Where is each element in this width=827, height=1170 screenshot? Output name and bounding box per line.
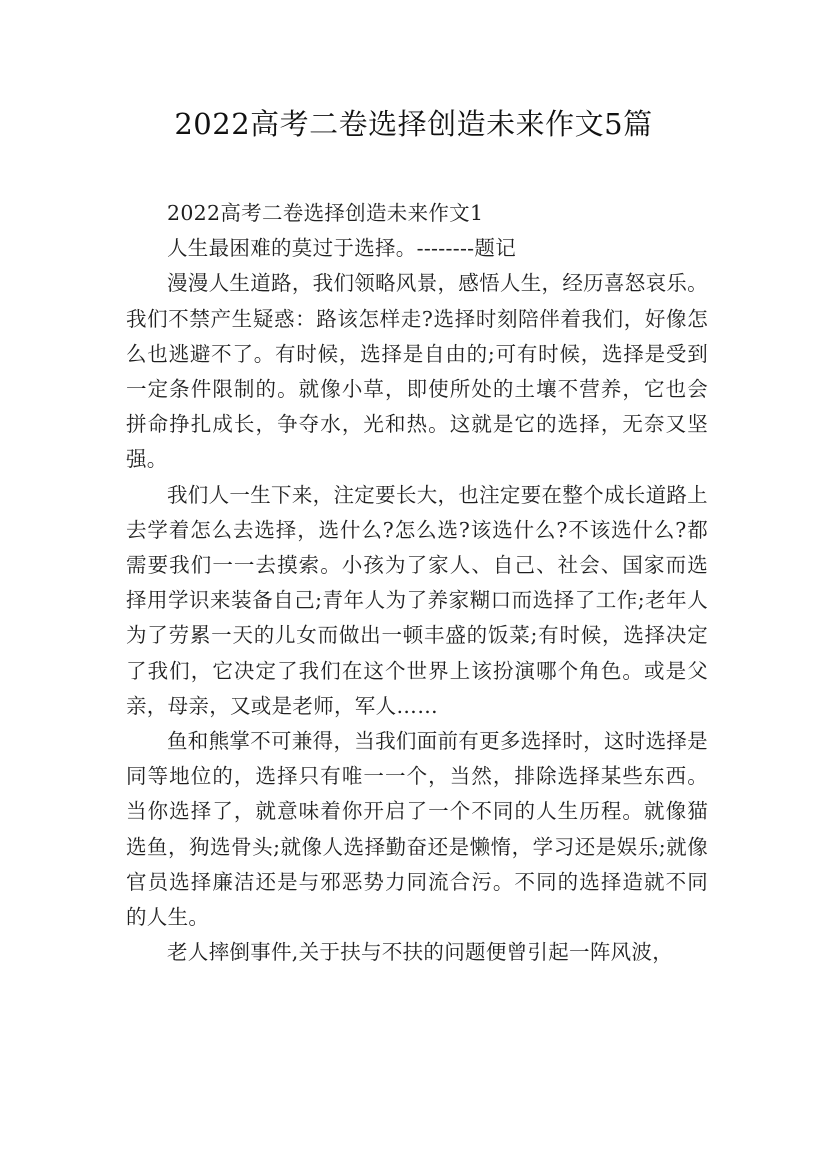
paragraph: 老人摔倒事件,关于扶与不扶的问题便曾引起一阵风波，: [167, 940, 674, 965]
paragraph: 漫漫人生道路，我们领略风景，感悟人生，经历喜怒哀乐。我们不禁产生疑惑：路该怎样走?选择时刻陪伴着我们，好像怎么也逃避不了。有时候，选择是自由的;可有时候，选择是受到一定条件限制的。就像小草，即使所处的土壤不营养，它也会拼命挣扎成长，争夺水，光和热。这就是它的选择，无奈又坚强。: [126, 271, 708, 472]
epigraph: 人生最困难的莫过于选择。--------题记: [167, 236, 517, 261]
essay-subtitle: 2022高考二卷选择创造未来作文1: [167, 201, 484, 225]
paragraph: 我们人一生下来，注定要长大，也注定要在整个成长道路上去学着怎么去选择，选什么?怎么选?该选什么?不该选什么?都需要我们一一去摸索。小孩为了家人、自己、社会、国家而选择用学识来装备自己;青年人为了养家糊口而选择了工作;老年人为了劳累一天的儿女而做出一顿丰盛的饭菜;有时候，选择决定了我们，它决定了我们在这个世界上该扮演哪个角色。或是父亲，母亲，又或是老师，军人……: [126, 482, 708, 718]
document-title: 2022高考二卷选择创造未来作文5篇: [174, 107, 653, 141]
paragraph: 鱼和熊掌不可兼得，当我们面前有更多选择时，这时选择是同等地位的，选择只有唯一一个，当然，排除选择某些东西。当你选择了，就意味着你开启了一个不同的人生历程。就像猫选鱼，狗选骨头;就像人选择勤奋还是懒惰，学习还是娱乐;就像官员选择廉洁还是与邪恶势力同流合污。不同的选择造就不同的人生。: [126, 729, 708, 930]
document-body: [126, 196, 708, 970]
